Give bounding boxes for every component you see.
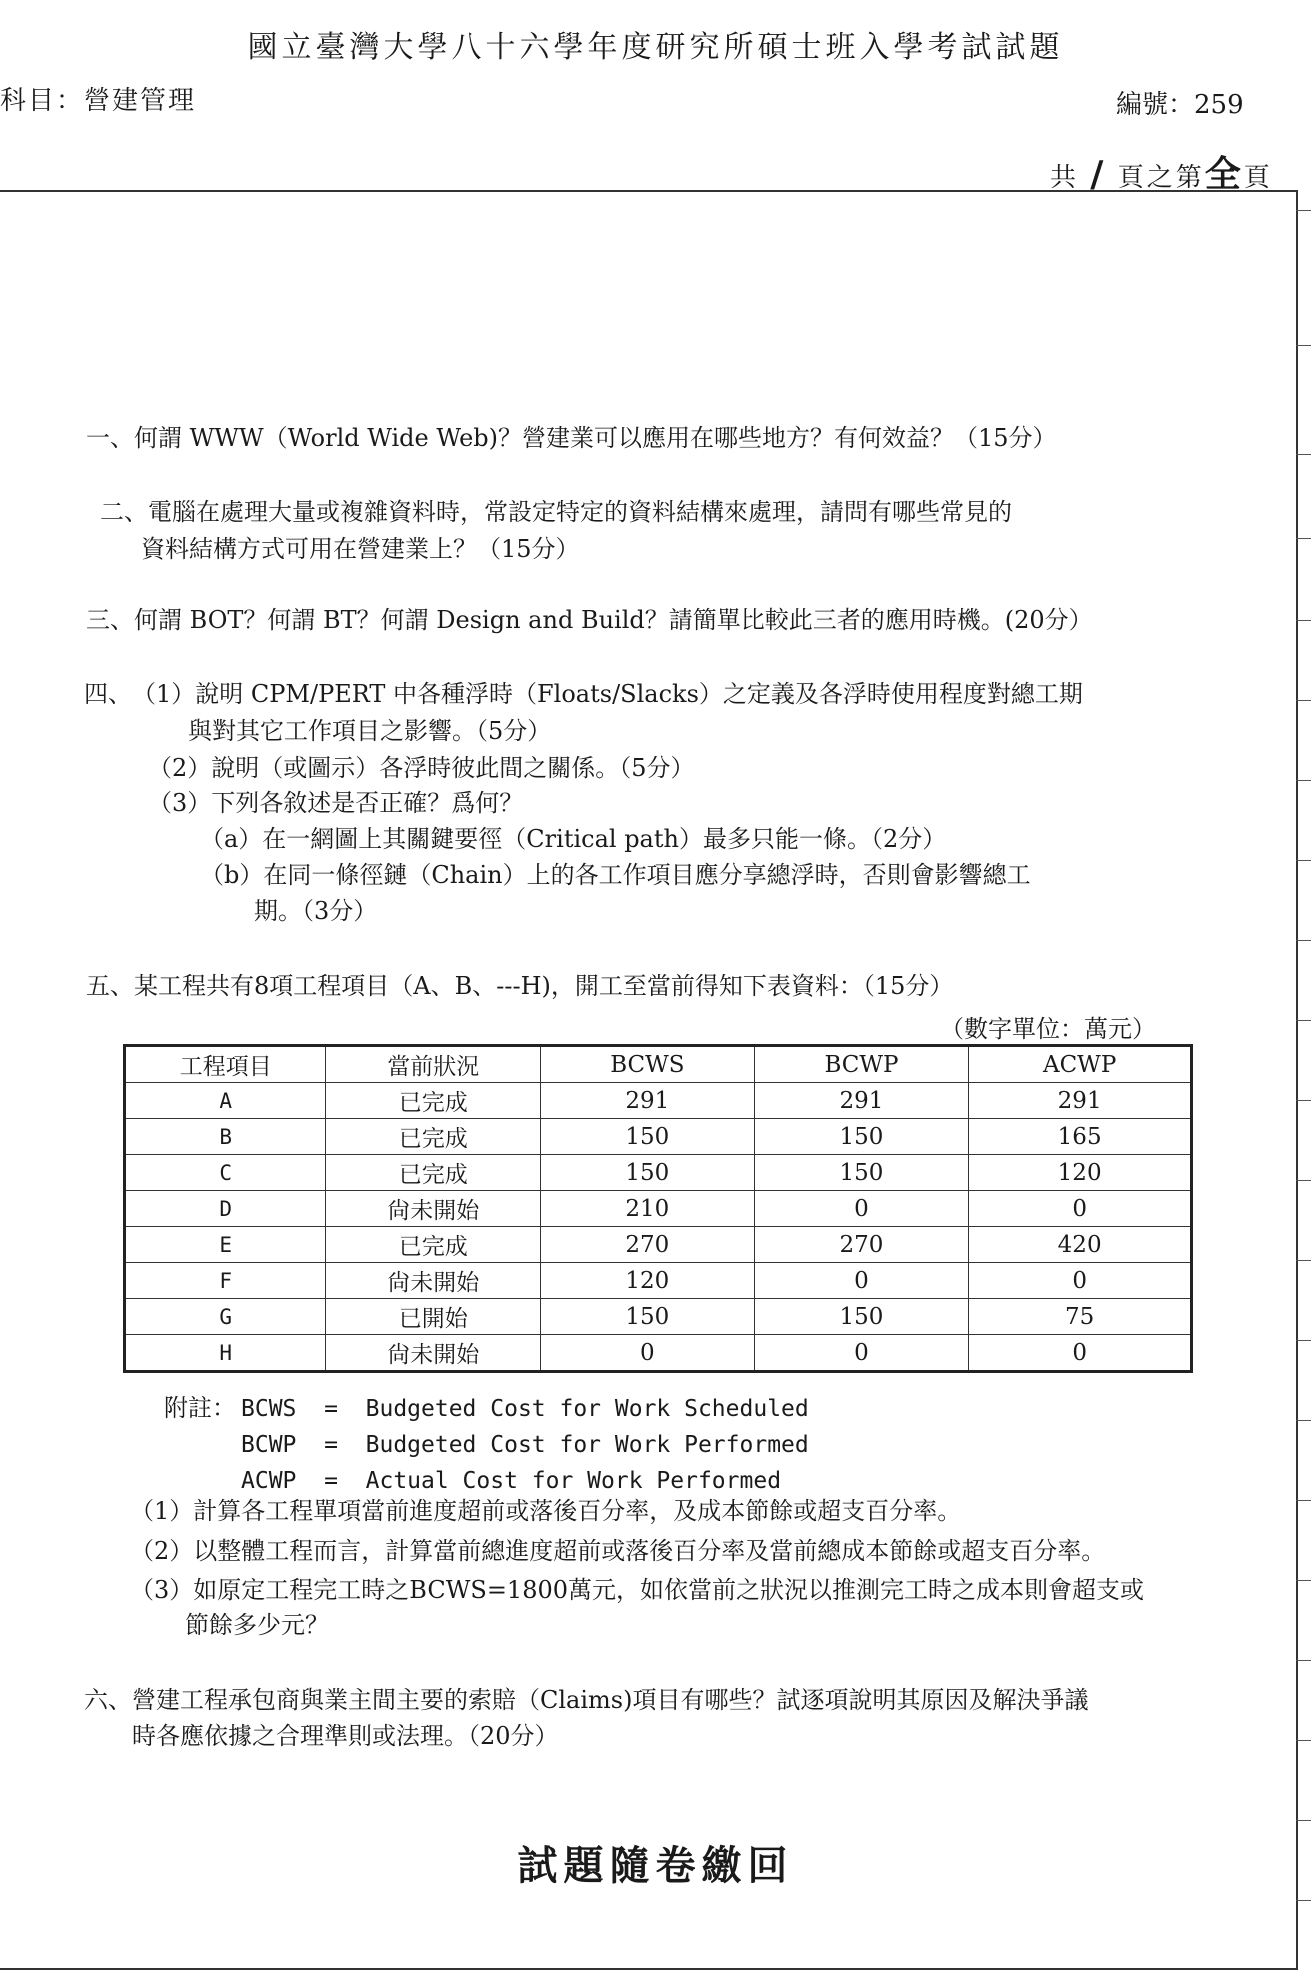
- cell-bcwp: 150: [754, 1299, 969, 1335]
- margin-tick: [1296, 860, 1311, 861]
- cell-bcwp: 150: [754, 1119, 969, 1155]
- cell-acwp: 0: [969, 1191, 1192, 1227]
- margin-tick: [1296, 1180, 1311, 1181]
- margin-tick: [1296, 620, 1311, 621]
- question-4-part-1-line-1: （1）說明 CPM/PERT 中各種浮時（Floats/Slacks）之定義及各浮時使用程度對總工期: [132, 680, 1083, 708]
- table-row: [125, 1299, 1192, 1335]
- definition-bcws: BCWS = Budgeted Cost for Work Scheduled: [241, 1396, 809, 1422]
- cell-bcws: 270: [541, 1227, 755, 1263]
- question-1-text: 何謂 WWW（World Wide Web)？營建業可以應用在哪些地方？有何效益？（15分）: [134, 424, 1057, 452]
- header-bcws: BCWS: [541, 1046, 755, 1083]
- margin-tick: [1296, 1740, 1311, 1741]
- table-row: [125, 1227, 1192, 1263]
- table-row: [125, 1191, 1192, 1227]
- question-2-line-1: 電腦在處理大量或複雜資料時，常設定特定的資料結構來處理，請問有哪些常見的: [148, 498, 1012, 526]
- exam-code: 編號：259: [1116, 90, 1244, 120]
- margin-tick: [1296, 1900, 1311, 1901]
- cell-item: H: [125, 1335, 326, 1372]
- question-4-number: 四、: [84, 680, 132, 708]
- margin-tick: [1296, 1500, 1311, 1501]
- cell-bcws: 150: [541, 1155, 755, 1191]
- margin-tick: [1296, 780, 1311, 781]
- subject-label: 科目：營建管理: [0, 86, 197, 116]
- page-current: 全: [1204, 154, 1244, 195]
- table-row: [125, 1119, 1192, 1155]
- question-4: [84, 676, 1083, 713]
- question-2: [100, 494, 1012, 531]
- question-1: [86, 420, 1057, 457]
- table-row: [125, 1335, 1192, 1372]
- margin-tick: [1296, 454, 1311, 455]
- question-4-part-1-line-2: 與對其它工作項目之影響。（5分）: [188, 717, 552, 745]
- cell-bcwp: 150: [754, 1155, 969, 1191]
- margin-tick: [1296, 1580, 1311, 1581]
- margin-tick: [1296, 1260, 1311, 1261]
- cell-status: 已完成: [326, 1227, 541, 1263]
- cell-bcwp: 0: [754, 1263, 969, 1299]
- cell-status: 尙未開始: [326, 1335, 541, 1372]
- margin-tick: [1296, 940, 1311, 941]
- question-4-part-3-b-line-2: 期。（3分）: [254, 897, 378, 925]
- cell-bcws: 120: [541, 1263, 755, 1299]
- question-4-part-3-a: （a）在一網圖上其關鍵要徑（Critical path）最多只能一條。（2分）: [200, 825, 947, 853]
- question-2-number: 二、: [100, 498, 148, 526]
- question-3: [86, 602, 1093, 639]
- question-3-text: 何謂 BOT？何謂 BT？何謂 Design and Build？請簡單比較此三者的應用時機。(20分）: [134, 606, 1093, 634]
- margin-tick: [1296, 1020, 1311, 1021]
- project-cost-table: [123, 1044, 1193, 1373]
- margin-tick: [1296, 1820, 1311, 1821]
- header-bcwp: BCWP: [754, 1046, 969, 1083]
- margin-tick: [1296, 210, 1311, 211]
- cell-status: 尙未開始: [326, 1191, 541, 1227]
- page-prefix: 共: [1050, 163, 1080, 193]
- cell-bcws: 0: [541, 1335, 755, 1372]
- cell-item: B: [125, 1119, 326, 1155]
- cell-bcwp: 291: [754, 1083, 969, 1119]
- cell-acwp: 420: [969, 1227, 1192, 1263]
- return-notice-stamp: 試題隨卷繳回: [517, 1842, 794, 1889]
- cell-acwp: 291: [969, 1083, 1192, 1119]
- cell-status: 已完成: [326, 1155, 541, 1191]
- cell-acwp: 120: [969, 1155, 1192, 1191]
- cell-acwp: 75: [969, 1299, 1192, 1335]
- cell-item: A: [125, 1083, 326, 1119]
- question-5-number: 五、: [86, 972, 134, 1000]
- header-item: 工程項目: [125, 1046, 326, 1083]
- cell-bcwp: 270: [754, 1227, 969, 1263]
- page-suffix: 頁: [1243, 163, 1273, 193]
- table-row: [125, 1263, 1192, 1299]
- cell-bcws: 150: [541, 1299, 755, 1335]
- question-2-line-2: 資料結構方式可用在營建業上？（15分）: [141, 535, 580, 563]
- question-6: [84, 1682, 1088, 1719]
- question-4-part-2: （2）說明（或圖示）各浮時彼此間之關係。（5分）: [148, 754, 695, 782]
- question-4-part-3: （3）下列各敘述是否正確？爲何？: [148, 789, 524, 817]
- definition-bcwp: BCWP = Budgeted Cost for Work Performed: [241, 1432, 809, 1458]
- header-status: 當前狀況: [326, 1046, 541, 1083]
- cell-item: D: [125, 1191, 326, 1227]
- margin-tick: [1296, 345, 1311, 346]
- table-unit-note: （數字單位：萬元）: [940, 1015, 1156, 1043]
- exam-title: 國立臺灣大學八十六學年度研究所碩士班入學考試試題: [247, 30, 1064, 65]
- cell-bcwp: 0: [754, 1191, 969, 1227]
- margin-tick: [1296, 1340, 1311, 1341]
- header-acwp: ACWP: [969, 1046, 1192, 1083]
- question-5-sub-1: （1）計算各工程單項當前進度超前或落後百分率，及成本節餘或超支百分率。: [130, 1497, 962, 1525]
- question-6-line-1: 營建工程承包商與業主間主要的索賠（Claims)項目有哪些？試逐項說明其原因及解決爭議: [132, 1686, 1089, 1714]
- table-row: [125, 1083, 1192, 1119]
- page-middle: 頁之第: [1117, 163, 1205, 193]
- margin-tick: [1296, 1100, 1311, 1101]
- cell-item: C: [125, 1155, 326, 1191]
- cell-acwp: 165: [969, 1119, 1192, 1155]
- cell-item: F: [125, 1263, 326, 1299]
- definition-acwp: ACWP = Actual Cost for Work Performed: [241, 1468, 782, 1494]
- margin-tick: [1296, 538, 1311, 539]
- question-1-number: 一、: [86, 424, 134, 452]
- table-row: [125, 1155, 1192, 1191]
- question-5-intro: 某工程共有8項工程項目（A、B、---H)，開工至當前得知下表資料：（15分）: [134, 972, 954, 1000]
- margin-tick: [1296, 1660, 1311, 1661]
- cell-status: 已開始: [326, 1299, 541, 1335]
- cell-bcws: 150: [541, 1119, 755, 1155]
- question-6-line-2: 時各應依據之合理準則或法理。（20分）: [132, 1722, 559, 1750]
- cell-status: 已完成: [326, 1119, 541, 1155]
- margin-tick: [1296, 700, 1311, 701]
- question-4-part-3-b-line-1: （b）在同一條徑鏈（Chain）上的各工作項目應分享總浮時，否則會影響總工: [200, 861, 1031, 889]
- question-6-number: 六、: [84, 1686, 132, 1714]
- question-3-number: 三、: [86, 606, 134, 634]
- cell-status: 尙未開始: [326, 1263, 541, 1299]
- cell-item: E: [125, 1227, 326, 1263]
- cell-item: G: [125, 1299, 326, 1335]
- cell-bcwp: 0: [754, 1335, 969, 1372]
- cell-bcws: 291: [541, 1083, 755, 1119]
- page-total: /: [1090, 154, 1107, 195]
- cell-status: 已完成: [326, 1083, 541, 1119]
- question-5: [86, 968, 953, 1005]
- cell-bcws: 210: [541, 1191, 755, 1227]
- cell-acwp: 0: [969, 1263, 1192, 1299]
- question-5-sub-3-line-1: （3）如原定工程完工時之BCWS=1800萬元，如依當前之狀況以推測完工時之成本則會超支或: [130, 1576, 1145, 1604]
- question-5-sub-2: （2）以整體工程而言，計算當前總進度超前或落後百分率及當前總成本節餘或超支百分率。: [130, 1537, 1106, 1565]
- margin-tick: [1296, 1420, 1311, 1421]
- question-5-sub-3-line-2: 節餘多少元？: [185, 1611, 329, 1639]
- note-label: 附註：: [164, 1394, 236, 1422]
- cell-acwp: 0: [969, 1335, 1192, 1372]
- table-header-row: [125, 1046, 1192, 1083]
